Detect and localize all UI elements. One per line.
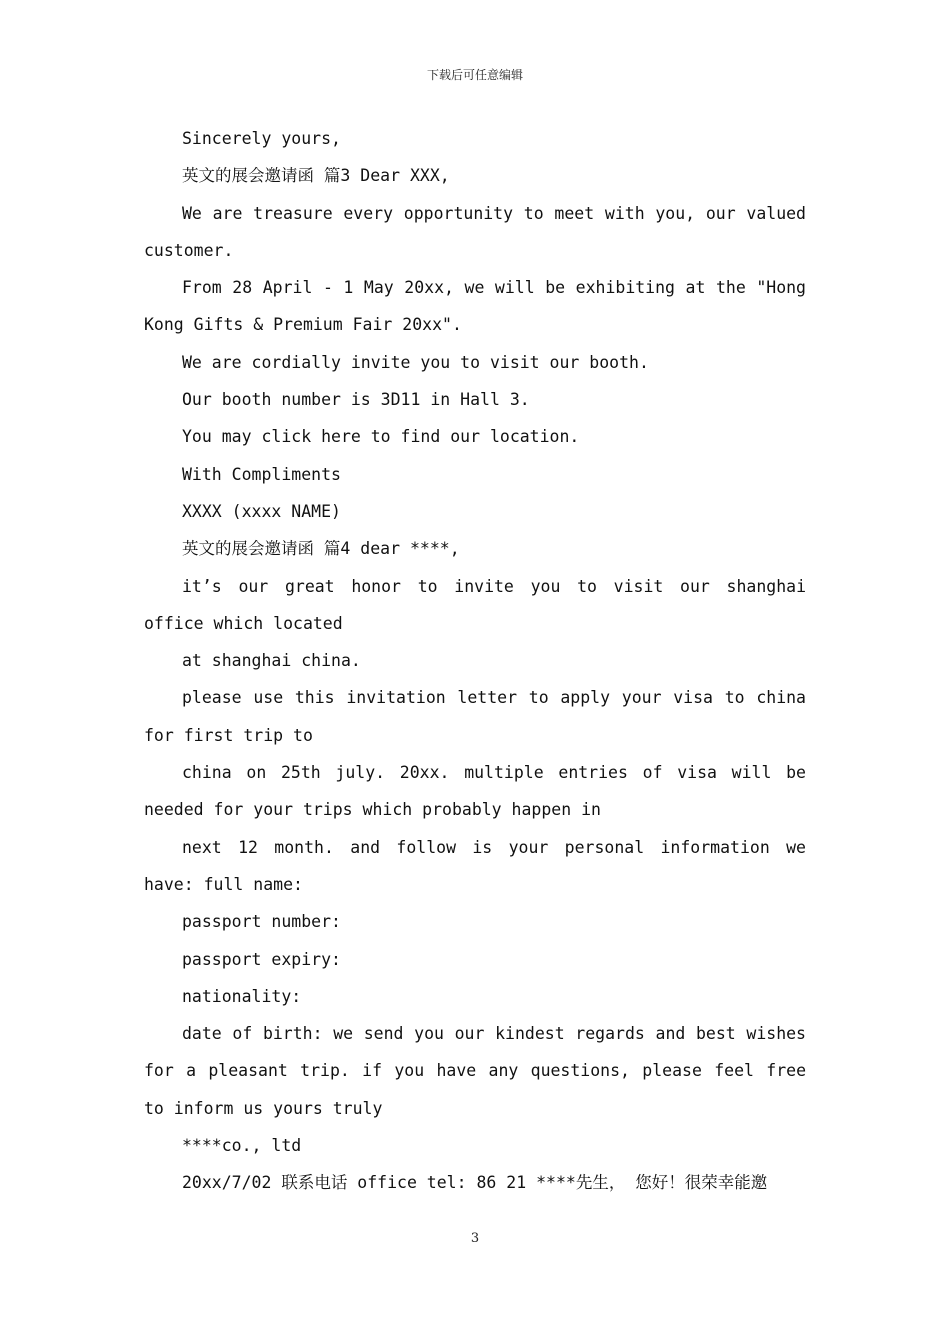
page-header: 下载后可任意编辑 [426,68,523,82]
paragraph: From 28 April - 1 May 20xx, we will be exhibiting at the "Hong Kong Gifts & Premium Fair 20xx". [144,278,806,335]
paragraph: ****co., ltd [182,1136,302,1156]
paragraph: passport expiry: [182,949,341,969]
paragraph: at shanghai china. [182,651,361,671]
paragraph: nationality: [182,986,302,1006]
paragraph: 20xx/7/02 联系电话 office tel: 86 21 ****先生， 您好！很荣幸能邀 [182,1173,768,1193]
paragraph: We are cordially invite you to visit our booth. [182,352,649,372]
section-heading: 英文的展会邀请函 篇4 dear ****, [182,539,460,559]
document-body [144,120,806,1202]
paragraph: passport number: [182,912,341,932]
paragraph: You may click here to find our location. [182,427,580,447]
paragraph: next 12 month. and follow is your personal information we have: full name: [144,837,806,894]
paragraph: XXXX (xxxx NAME) [182,501,341,521]
paragraph: With Compliments [182,464,341,484]
paragraph: Our booth number is 3D11 in Hall 3. [182,390,530,410]
paragraph: Sincerely yours, [182,129,341,148]
paragraph: china on 25th july. 20xx. multiple entries of visa will be needed for your trips which probably happen in [144,763,806,820]
paragraph: We are treasure every opportunity to meet with you, our valued customer. [144,203,806,260]
paragraph: please use this invitation letter to apply your visa to china for first trip to [144,688,806,745]
section-heading: 英文的展会邀请函 篇3 Dear XXX, [182,166,450,186]
paragraph: date of birth: we send you our kindest regards and best wishes for a pleasant trip. if you have any questions, please feel free to inform us yours truly [144,1024,806,1118]
page-number: 3 [470,1231,480,1246]
paragraph: it’s our great honor to invite you to visit our shanghai office which located [144,576,806,633]
